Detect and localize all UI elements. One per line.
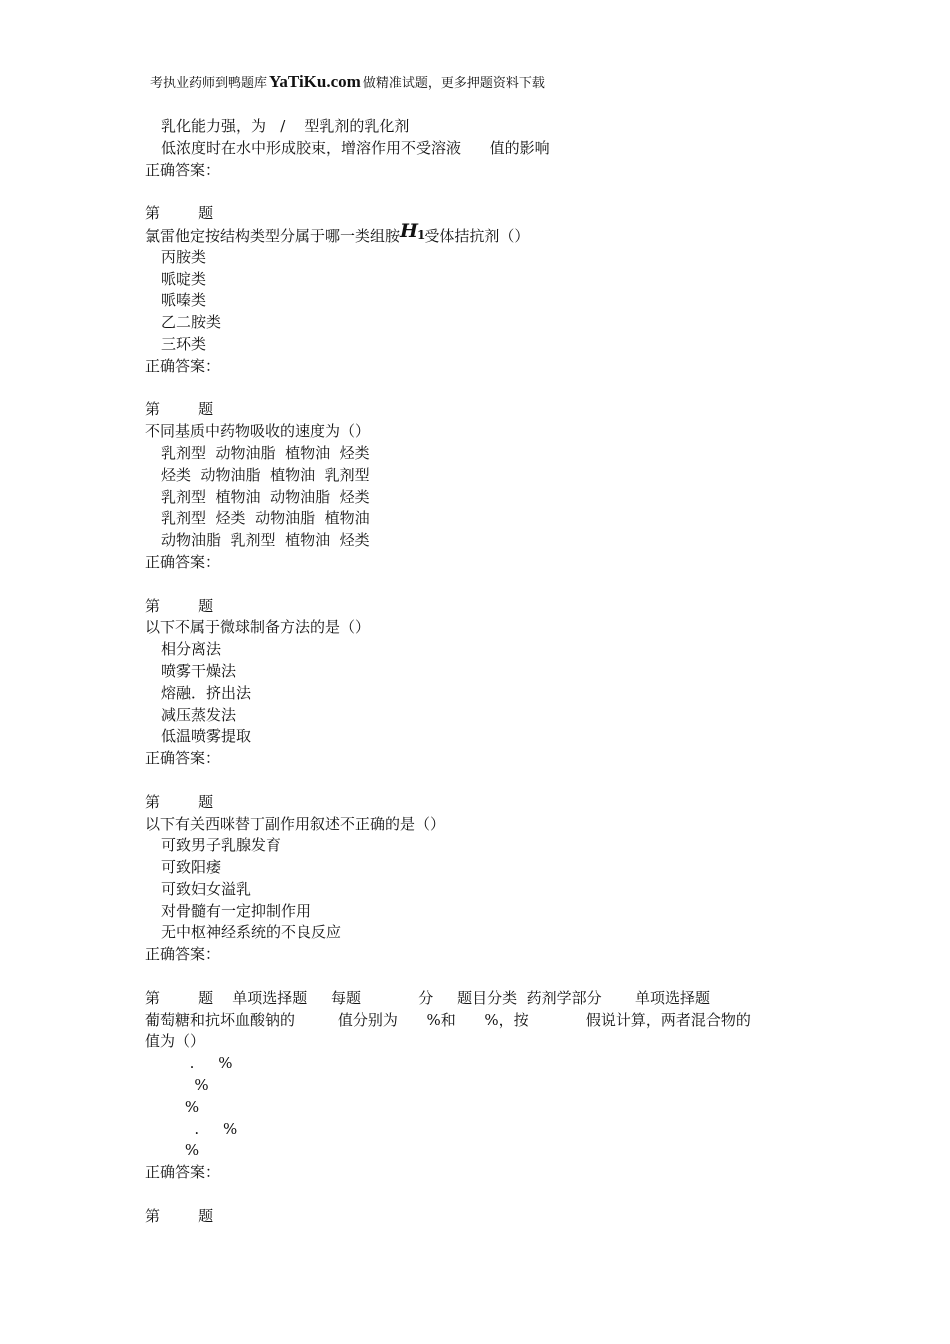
option: 低温喷雾提取 [161,727,252,746]
option: 哌嗪类 [161,291,207,310]
question-heading: 第 题 [145,596,214,615]
spacer [145,1184,845,1206]
spacer [145,770,845,792]
option: % [161,1076,209,1095]
option: . % [161,1054,233,1073]
question-heading: 第 题 [145,204,214,223]
page-header [150,72,545,92]
question-stem: 以下不属于微球制备方法的是（） [145,618,371,637]
option: 可致阳痿 [161,858,222,877]
answer-label: 正确答案： [145,1163,221,1182]
option: 乳剂型 动物油脂 植物油 烃类 [161,443,370,462]
spacer [145,966,845,988]
option: 乙二胺类 [161,313,222,332]
option: 喷雾干燥法 [161,661,237,680]
spacer [145,378,845,400]
header-prefix: 考执业药师到鸭题库 [150,76,268,91]
option: 乳剂型 植物油 动物油脂 烃类 [161,487,370,506]
question-list [145,116,845,1228]
option: 哌啶类 [161,269,207,288]
option: % [161,1097,200,1116]
answer-label: 正确答案： [145,160,221,179]
option: 可致男子乳腺发育 [161,836,282,855]
answer-label: 正确答案： [145,552,221,571]
question-stem: 不同基质中药物吸收的速度为（） [145,422,371,441]
question-heading: 第 题 [145,400,214,419]
answer-label: 正确答案： [145,356,221,375]
option: 低浓度时在水中形成胶束，增溶作用不受溶液 值的影响 [161,138,550,157]
question-heading: 第 题 单项选择题 每题 分 题目分类 药剂学部分 单项选择题 [145,988,711,1007]
option: 无中枢神经系统的不良反应 [161,923,342,942]
question-stem: 以下有关西咪替丁副作用叙述不正确的是（） [145,814,446,833]
option: . % [161,1119,238,1138]
option: 丙胺类 [161,247,207,266]
question-stem-cont: 值为（） [145,1032,206,1051]
option: 对骨髓有一定抑制作用 [161,901,312,920]
header-brand: YaTiKu.com [269,72,361,91]
answer-label: 正确答案： [145,945,221,964]
question-heading: 第 题 [145,1206,214,1225]
option: 乳化能力强，为 / 型乳剂的乳化剂 [161,117,410,135]
spacer [145,574,845,596]
option: 动物油脂 乳剂型 植物油 烃类 [161,531,370,550]
stem-text: 受体拮抗剂（） [424,226,530,245]
h-letter: H [400,219,417,242]
stem-text: 氯雷他定按结构类型分属于哪一类组胺 [145,226,401,245]
option: 减压蒸发法 [161,705,237,724]
option: 熔融．挤出法 [161,683,252,702]
option: 相分离法 [161,640,222,659]
header-suffix: 做精准试题，更多押题资料下载 [362,76,545,91]
option: 三环类 [161,334,207,353]
h1-symbol [400,220,424,242]
option: % [161,1141,200,1160]
h-subscript: 1 [416,227,425,242]
option: 烃类 动物油脂 植物油 乳剂型 [161,465,370,484]
option: 可致妇女溢乳 [161,879,252,898]
question-stem [145,219,845,247]
question-heading: 第 题 [145,792,214,811]
answer-label: 正确答案： [145,749,221,768]
option: 乳剂型 烃类 动物油脂 植物油 [161,509,370,528]
question-stem: 葡萄糖和抗坏血酸钠的 值分别为 %和 %，按 假说计算，两者混合物的 [145,1010,751,1029]
spacer [145,181,845,203]
